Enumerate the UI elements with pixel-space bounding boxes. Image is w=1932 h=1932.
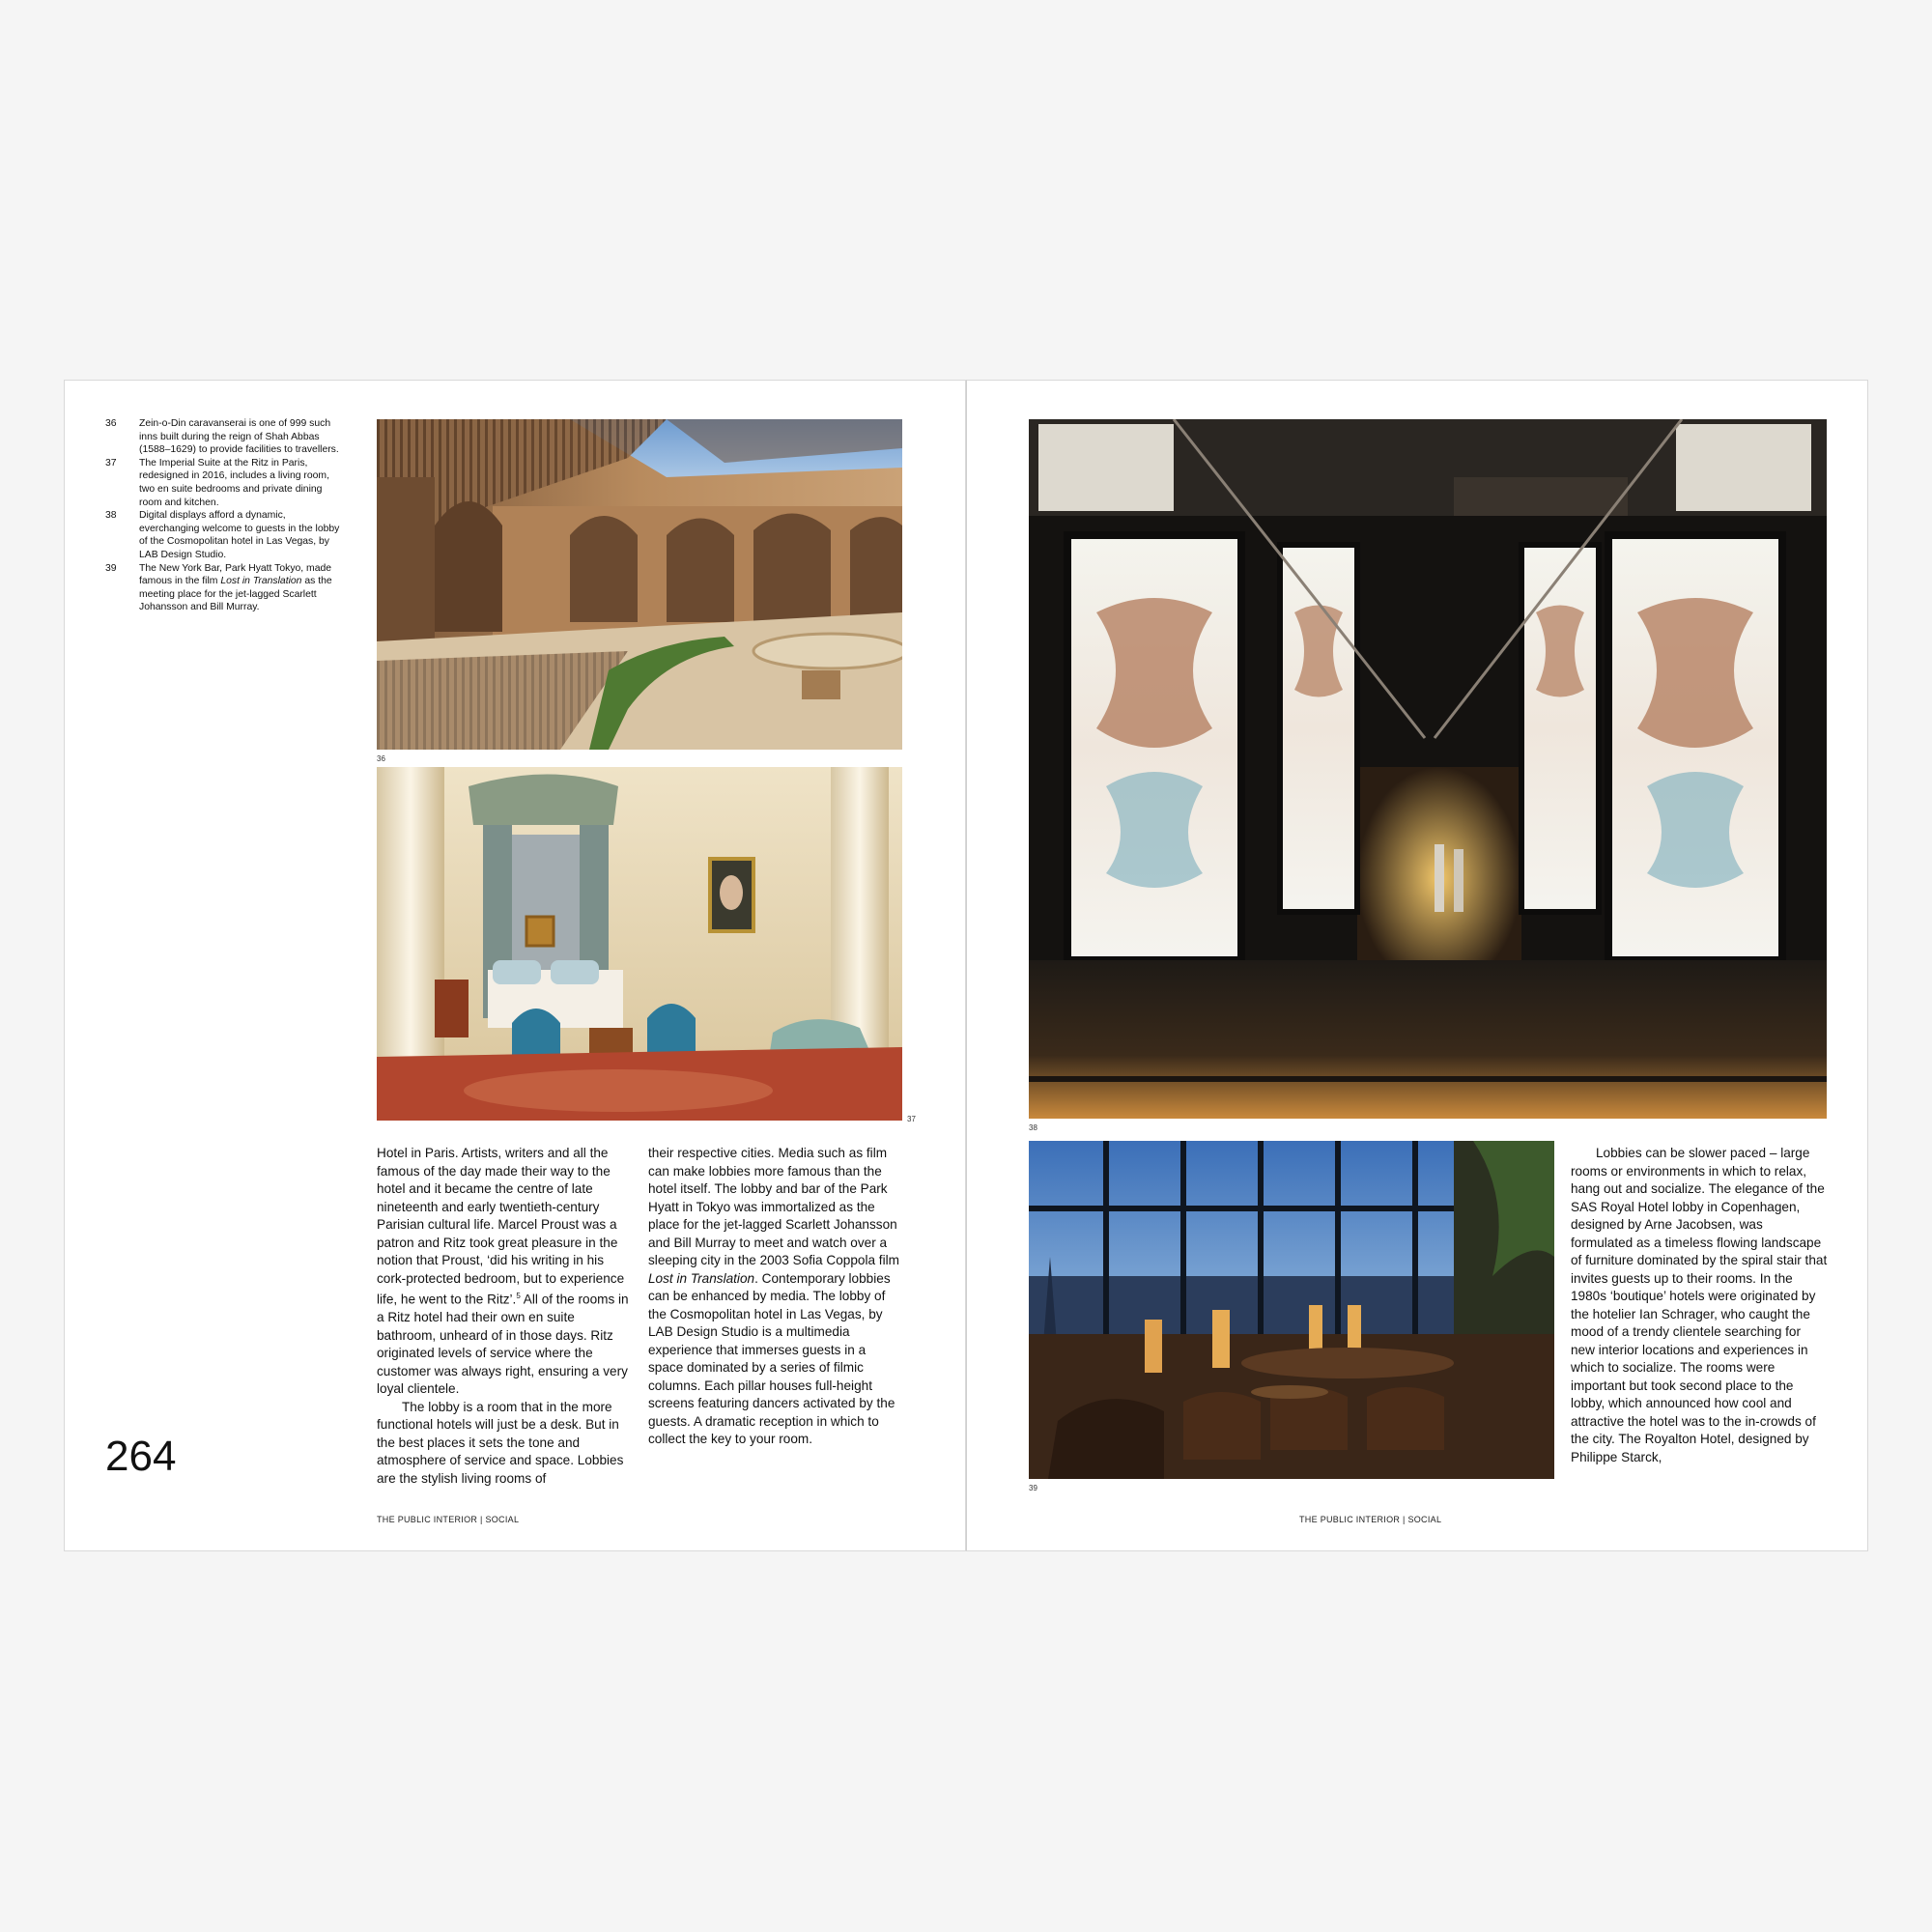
body-text: All of the rooms in a Ritz hotel had their own en suite bathroom, unheard of in those days. Ritz originated levels of service where the customer was always right, ensuring a very loyal clientele. bbox=[377, 1292, 629, 1397]
caption-37 bbox=[105, 457, 347, 509]
body-paragraph bbox=[377, 1145, 635, 1399]
caption-text bbox=[139, 562, 347, 614]
right-page bbox=[966, 380, 1868, 1551]
body-column-3 bbox=[1571, 1145, 1828, 1466]
caption-text: Digital displays afford a dynamic, everchanging welcome to guests in the lobby of the Cosmopolitan hotel in Las Vegas, by LAB Design Studio. bbox=[139, 510, 340, 560]
caption-38 bbox=[105, 509, 347, 561]
caption-number: 38 bbox=[105, 510, 117, 522]
caption-39 bbox=[105, 562, 347, 614]
photo-new-york-bar bbox=[1029, 1141, 1554, 1479]
figure-label-39: 39 bbox=[1029, 1484, 1037, 1492]
body-text: Hotel in Paris. Artists, writers and all the famous of the day made their way to the hotel and it became the centre of late nineteenth and early twentieth-century Parisian cultural life. Marcel Proust was a patron and Ritz took great pleasure in the notion that Proust, ‘did his writing in his cork-protected bedroom, but to experience life, he went to the Ritz’. bbox=[377, 1146, 625, 1307]
caption-number: 39 bbox=[105, 562, 117, 574]
caption-number: 37 bbox=[105, 457, 117, 469]
body-column-1 bbox=[377, 1145, 635, 1488]
caption-36 bbox=[105, 417, 347, 457]
body-paragraph bbox=[648, 1145, 903, 1449]
page-number: 264 bbox=[105, 1433, 177, 1480]
caption-list bbox=[105, 417, 347, 614]
figure-label-38: 38 bbox=[1029, 1123, 1037, 1132]
photo-caravanserai bbox=[377, 419, 902, 750]
body-column-2 bbox=[648, 1145, 903, 1449]
caption-text-part: The New York Bar, Park Hyatt Tokyo, made famous in the film bbox=[139, 562, 332, 587]
body-paragraph: The lobby is a room that in the more functional hotels will just be a desk. But in the best places it sets the tone and atmosphere of service and space. Lobbies are the stylish living rooms of bbox=[377, 1399, 624, 1486]
body-paragraph: Lobbies can be slower paced – large rooms or environments in which to relax, hang out and socialize. The elegance of the SAS Royal Hotel lobby in Copenhagen, designed by Arne Jacobsen, was formulated as a timeless flowing landscape of furniture dominated by the spiral stair that invites guests up to their rooms. In the 1980s ‘boutique’ hotels were originated by the hotelier Ian Schrager, who caught the mood of a trendy clientele searching for new interior locations and experiences in which to socialize. The rooms were important but took second place to the lobby, which announced how cool and attractive the hotel was to the in-crowds of the city. The Royalton Hotel, designed by Philippe Starck, bbox=[1571, 1146, 1828, 1464]
footnote-ref: 5 bbox=[516, 1292, 521, 1300]
caption-text-part: as the meeting place for the jet-lagged Scarlett Johansson and Bill Murray. bbox=[139, 576, 332, 613]
caption-text: The Imperial Suite at the Ritz in Paris, redesigned in 2016, includes a living room, two en suite bedrooms and private dining room and kitchen. bbox=[139, 457, 329, 508]
caption-text: Zein-o-Din caravanserai is one of 999 such inns built during the reign of Shah Abbas (1588–1629) to provide facilities to travellers. bbox=[139, 418, 339, 456]
caption-number: 36 bbox=[105, 418, 117, 429]
figure-label-36: 36 bbox=[377, 754, 385, 763]
running-footer: THE PUBLIC INTERIOR | SOCIAL bbox=[1299, 1515, 1442, 1524]
body-text: . Contemporary lobbies can be enhanced by media. The lobby of the Cosmopolitan hotel in Las Vegas, by LAB Design Studio is a multimedia experience that immerses guests in a space dominated by a series of filmic columns. Each pillar houses full-height screens featuring dancers activated by the guests. A dramatic reception in which to collect the key to your room. bbox=[648, 1270, 895, 1446]
film-title: Lost in Translation bbox=[648, 1270, 755, 1286]
running-footer: THE PUBLIC INTERIOR | SOCIAL bbox=[377, 1515, 520, 1524]
figure-label-37: 37 bbox=[907, 1115, 916, 1123]
left-page bbox=[64, 380, 966, 1551]
photo-cosmopolitan-lobby bbox=[1029, 419, 1827, 1119]
body-text: their respective cities. Media such as film can make lobbies more famous than the hotel itself. The lobby and bar of the Park Hyatt in Tokyo was immortalized as the place for the jet-lagged Scarlett Johansson and Bill Murray to meet and watch over a sleeping city in the 2003 Sofia Coppola film bbox=[648, 1146, 899, 1267]
film-title: Lost in Translation bbox=[220, 576, 302, 587]
photo-ritz-suite bbox=[377, 767, 902, 1121]
